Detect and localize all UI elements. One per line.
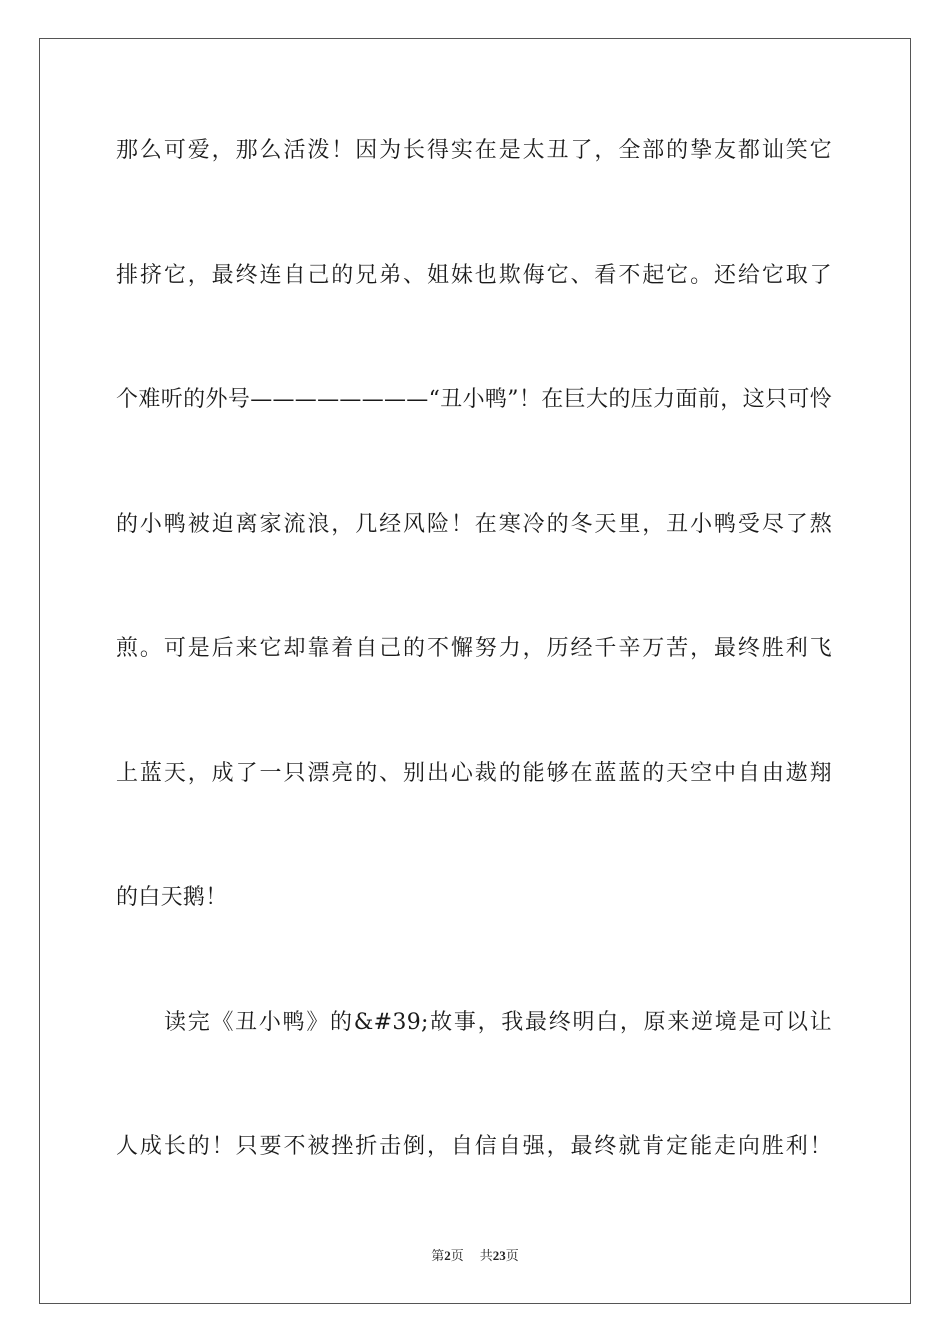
total-prefix: 共 [479,1249,493,1264]
total-pages: 23 [492,1248,506,1263]
text-line-6: 上蓝天，成了一只漂亮的、别出心裁的能够在蓝蓝的天空中自由遨翔 [116,761,832,786]
page-border [39,38,911,1304]
page-footer [0,1247,950,1266]
text-line-8: 读完《丑小鸭》的&#39;故事，我最终明白，原来逆境是可以让 [164,1010,832,1035]
page-number: 2 [444,1248,451,1263]
page-prefix: 第 [431,1249,445,1264]
text-line-3: 个难听的外号————————“丑小鸭”！在巨大的压力面前，这只可怜 [116,387,832,412]
text-line-4: 的小鸭被迫离家流浪，几经风险！在寒冷的冬天里，丑小鸭受尽了熬 [116,512,832,537]
page-suffix: 页 [450,1249,464,1264]
text-line-9: 人成长的！只要不被挫折击倒，自信自强，最终就肯定能走向胜利！ [116,1134,832,1159]
total-suffix: 页 [505,1249,519,1264]
text-line-7: 的白天鹅！ [116,885,228,910]
text-line-1: 那么可爱，那么活泼！因为长得实在是太丑了，全部的挚友都讪笑它 [116,138,832,163]
text-line-5: 煎。可是后来它却靠着自己的不懈努力，历经千辛万苦，最终胜利飞 [116,636,832,661]
text-line-2: 排挤它，最终连自己的兄弟、姐妹也欺侮它、看不起它。还给它取了 [116,263,832,288]
